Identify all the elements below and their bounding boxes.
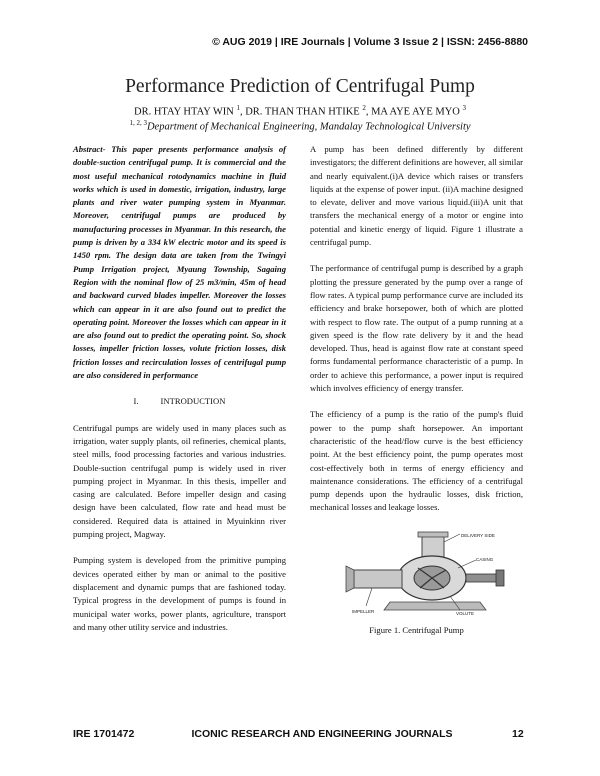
paragraph: Pumping system is developed from the primitive pumping devices operated either by man or animal to the positive displacement and dynamic pumps that are fashioned today. Typical progress in the development of pumps is found in municipal water works, power plants, agriculture, transport and many other utility service and industries. bbox=[73, 555, 286, 632]
paragraph: Centrifugal pumps are widely used in many places such as irrigation, water supply plants, oil refineries, chemical plants, steel mills, food processing factories and various industries. Double-suction centrifugal pump is widely used in river pumping project in Myanmar. In this thesis, impeller and casing are calculated. Before impeller design and casing design have been calculated, flow rate and head must be considered. Required data is attained in Myuinkinn river pumping project, Magway. bbox=[73, 422, 286, 540]
affiliation bbox=[0, 119, 600, 133]
abstract: Abstract- This paper presents performance analysis of double-suction centrifugal pump. It is commercial and the most useful mechanical rotodynamics machine in fluid works which is used in domestic, irrigation, industry, large plants and river water pumping system in Myanmar. Moreover, centrifugal pumps are produced by manufacturing processes in Myanmar. In this research, the pump is driven by a 334 kW electric motor and its speed is 1450 rpm. The design data are taken from the Twingyi Pump Irrigation project, Myaung Township, Sagaing Region with the nominal flow of 25 m3/min, 45m of head and backward curved blades impeller. Moreover the losses which can appear in it are also found out to predict the operating point. Moreover the losses which can appear in it are also found out to predict the operating point. So, shock losses, impeller friction losses, volute friction losses, disk friction losses and recirculation losses of centrifugal pump are also considered in performance bbox=[73, 144, 286, 381]
footer-journal-name: ICONIC RESEARCH AND ENGINEERING JOURNALS bbox=[191, 728, 453, 740]
inlet-bell bbox=[346, 566, 354, 592]
label-volute: VOLUTE bbox=[456, 610, 475, 616]
author-name: MA AYE AYE MYO bbox=[371, 106, 460, 118]
section-number: I. bbox=[133, 396, 139, 407]
author-affiliation-mark: 2 bbox=[362, 104, 366, 112]
affiliation-text: Department of Mechanical Engineering, Mandalay Technological University bbox=[146, 121, 471, 133]
paragraph: A pump has been defined differently by different investigators; the different definitions are however, all similar and nearly equivalent.(i)A device which raises or transfers liquids at the expense of power input. (ii)A machine designed to elevate, deliver and move various liquid.(iii)A unit that transfers the mechanical energy of a motor or engine into potential and kinetic energy of liquid. Figure 1 illustrate a centrifugal pump. bbox=[310, 144, 523, 248]
left-column bbox=[73, 143, 286, 647]
author-affiliation-mark: 3 bbox=[462, 104, 467, 112]
inlet-pipe bbox=[354, 570, 402, 588]
pump-drawing bbox=[310, 528, 523, 624]
label-outlet: DELIVERY SIDE bbox=[461, 532, 495, 538]
right-column bbox=[310, 143, 523, 637]
label-casing: CASING bbox=[476, 556, 494, 562]
page-number: 12 bbox=[512, 728, 524, 740]
journal-header: © AUG 2019 | IRE Journals | Volume 3 Issue 2 | ISSN: 2456-8880 bbox=[212, 36, 528, 48]
label-inlet: IMPELLER bbox=[352, 608, 375, 614]
paper-title: Performance Prediction of Centrifugal Pump bbox=[125, 76, 475, 97]
affiliation-mark: 1, 2, 3 bbox=[129, 119, 147, 127]
section-heading-introduction bbox=[73, 395, 286, 408]
drive-shaft bbox=[466, 574, 500, 582]
author-affiliation-mark: 1 bbox=[236, 104, 240, 112]
author-name: DR. HTAY HTAY WIN bbox=[133, 106, 234, 118]
section-title: INTRODUCTION bbox=[160, 396, 226, 407]
centrifugal-pump-figure bbox=[310, 528, 523, 624]
pump-base bbox=[384, 602, 486, 610]
author-name: DR. THAN THAN HTIKE bbox=[245, 106, 360, 118]
author-list: DR. HTAY HTAY WIN $^1$, DR. THAN THAN HTIKE $^2$, MA AYE AYE MYO $^3$ bbox=[133, 104, 467, 118]
footer-article-id: IRE 1701472 bbox=[73, 728, 135, 740]
shaft-coupling bbox=[496, 570, 504, 586]
figure-caption: Figure 1. Centrifugal Pump bbox=[369, 624, 464, 635]
outlet-flange bbox=[418, 532, 448, 537]
paragraph: The efficiency of a pump is the ratio of the pump's fluid power to the pump shaft horsepower. An important characteristic of the head/flow curve is the best efficiency point. At the best efficiency point, the pump operates most cost-effectively both in terms of energy efficiency and maintenance considerations. The efficiency of a centrifugal pump depends upon the hydraulic losses, disk friction, mechanical losses and leakage losses. bbox=[310, 409, 523, 513]
paragraph: The performance of centrifugal pump is described by a graph plotting the pressure generated by the pump over a range of flow rates. A typical pump performance curve are included its efficiency and brake horsepower, both of which are plotted with respect to flow rate. The output of a pump running at a given speed is the flow rate delivery by it and the head developed. Thus, head is against flow rate at constant speed forms fundamental performance characteristic of a pump. In order to achieve this performance, a power input is required which involves efficiency of energy transfer. bbox=[310, 263, 523, 394]
